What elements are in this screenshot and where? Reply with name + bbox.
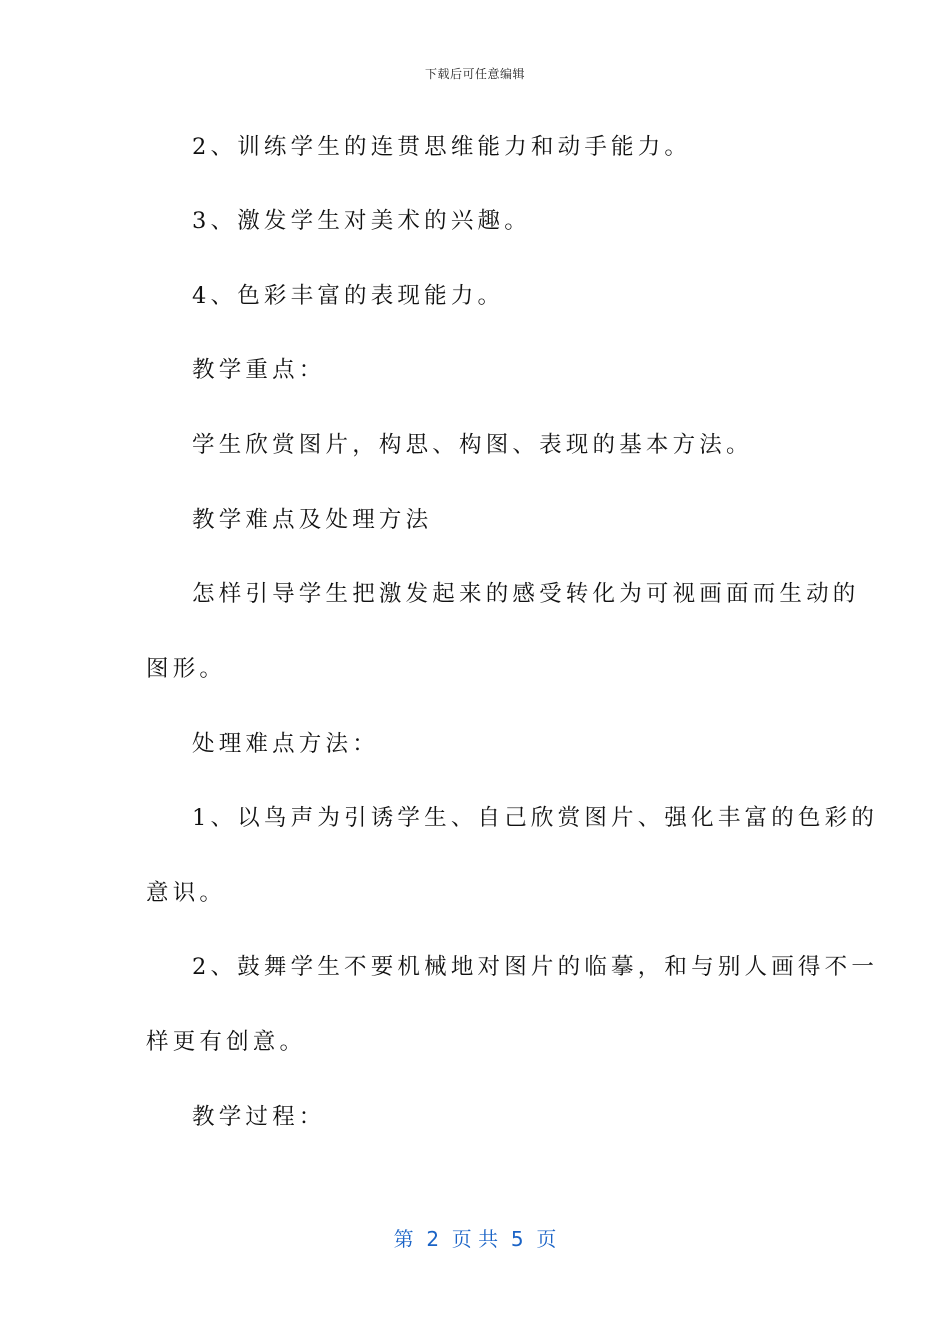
paragraph-line: 2、训练学生的连贯思维能力和动手能力。 xyxy=(192,134,692,160)
paragraph-line: 学生欣赏图片，构思、构图、表现的基本方法。 xyxy=(192,432,753,458)
paragraph-line: 4、色彩丰富的表现能力。 xyxy=(192,283,505,309)
paragraph-line: 1、以鸟声为引诱学生、自己欣赏图片、强化丰富的色彩的 xyxy=(192,805,879,831)
section-heading: 教学重点： xyxy=(192,357,326,383)
page-number-footer: 第 2 页 共 5 页 xyxy=(393,1227,557,1251)
paragraph-line-continued: 图形。 xyxy=(146,656,227,682)
paragraph-line: 3、激发学生对美术的兴趣。 xyxy=(192,208,531,234)
paragraph-line: 2、鼓舞学生不要机械地对图片的临摹，和与别人画得不一 xyxy=(192,954,879,980)
paragraph-line-continued: 样更有创意。 xyxy=(146,1029,307,1055)
section-heading: 教学过程： xyxy=(192,1104,326,1130)
section-heading: 教学难点及处理方法 xyxy=(192,507,433,533)
section-heading: 处理难点方法： xyxy=(192,731,379,757)
paragraph-line: 怎样引导学生把激发起来的感受转化为可视画面而生动的 xyxy=(192,581,860,607)
paragraph-line-continued: 意识。 xyxy=(146,880,227,906)
page-header: 下载后可任意编辑 xyxy=(424,67,525,81)
